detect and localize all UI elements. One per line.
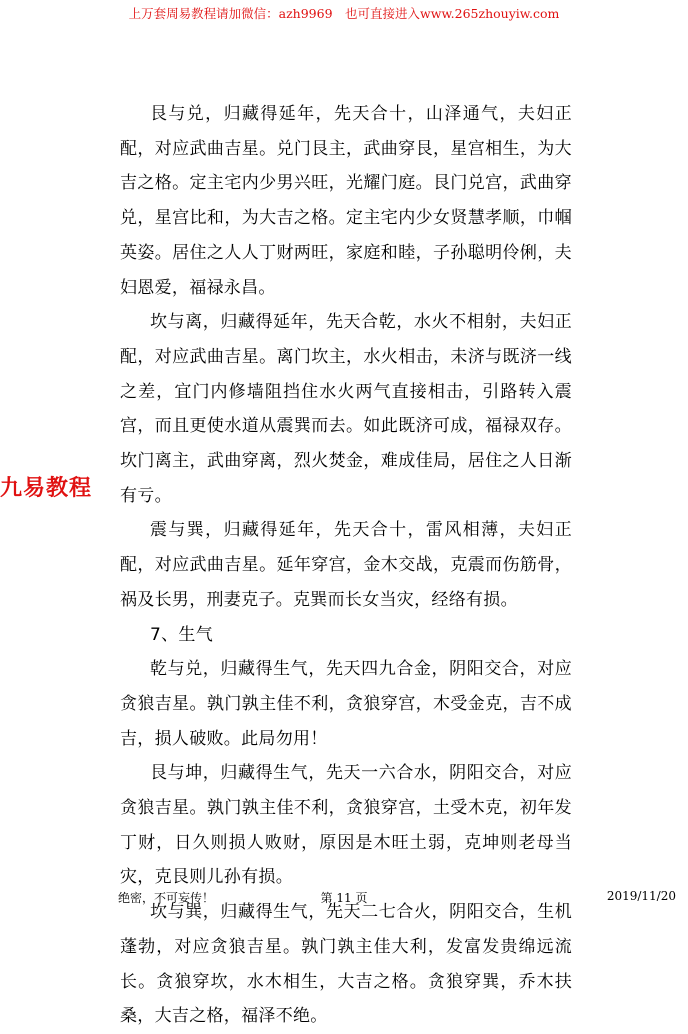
paragraph-kan-li: 坎与离，归藏得延年，先天合乾，水火不相射，夫妇正配，对应武曲吉星。离门坎主，水火相击，未济与既济一线之差，宜门内修墙阻挡住水火两气直接相击，引路转入震宫，而且更使水道从震巽而去。如此既济可成，福禄双存。坎门离主，武曲穿离，烈火焚金，难成佳局，居住之人日渐有亏。: [120, 312, 572, 506]
footer-confidential: 绝密，不可妄传！: [118, 891, 215, 905]
paragraph-gen-dui: 艮与兑，归藏得延年，先天合十，山泽通气，夫妇正配，对应武曲吉星。兑门艮主，武曲穿艮，星宫相生，为大吉之格。定主宅内少男兴旺，光耀门庭。艮门兑宫，武曲穿兑，星宫比和，为大吉之格。定主宅内少女贤慧孝顺，巾帼英姿。居住之人人丁财两旺，家庭和睦，子孙聪明伶俐，夫妇恩爱，福禄永昌。: [120, 104, 572, 298]
paragraph-gen-kun: 艮与坤，归藏得生气，先天一六合水，阴阳交合，对应贪狼吉星。孰门孰主佳不利，贪狼穿宫，土受木克，初年发丁财，日久则损人败财，原因是木旺土弱，克坤则老母当灾，克艮则儿孙有损。: [120, 763, 572, 888]
page-header: 上万套周易教程请加微信：azh9969 也可直接进入www.265zhouyiw.com: [128, 6, 560, 21]
footer-page-number: 第 11 页: [320, 891, 368, 905]
watermark-logo: 九易教程: [0, 476, 93, 501]
paragraph-kan-xun: 坎与巽，归藏得生气，先天二七合火，阴阳交合，生机蓬勃，对应贪狼吉星。孰门孰主佳大利，发富发贵绵远流长。贪狼穿坎，水木相生，大吉之格。贪狼穿巽，乔木扶桑，大吉之格，福泽不绝。: [120, 902, 572, 1027]
section-heading-shengqi: 7、生气: [150, 624, 214, 645]
footer-date: 2019/11/20: [606, 889, 676, 903]
paragraph-qian-dui: 乾与兑，归藏得生气，先天四九合金，阴阳交合，对应贪狼吉星。孰门孰主佳不利，贪狼穿宫，木受金克，吉不成吉，损人破败。此局勿用！: [120, 659, 572, 749]
paragraph-zhen-xun: 震与巽，归藏得延年，先天合十，雷风相薄，夫妇正配，对应武曲吉星。延年穿宫，金木交战，克震而伤筋骨，祸及长男，刑妻克子。克巽而长女当灾，经络有损。: [120, 520, 572, 610]
